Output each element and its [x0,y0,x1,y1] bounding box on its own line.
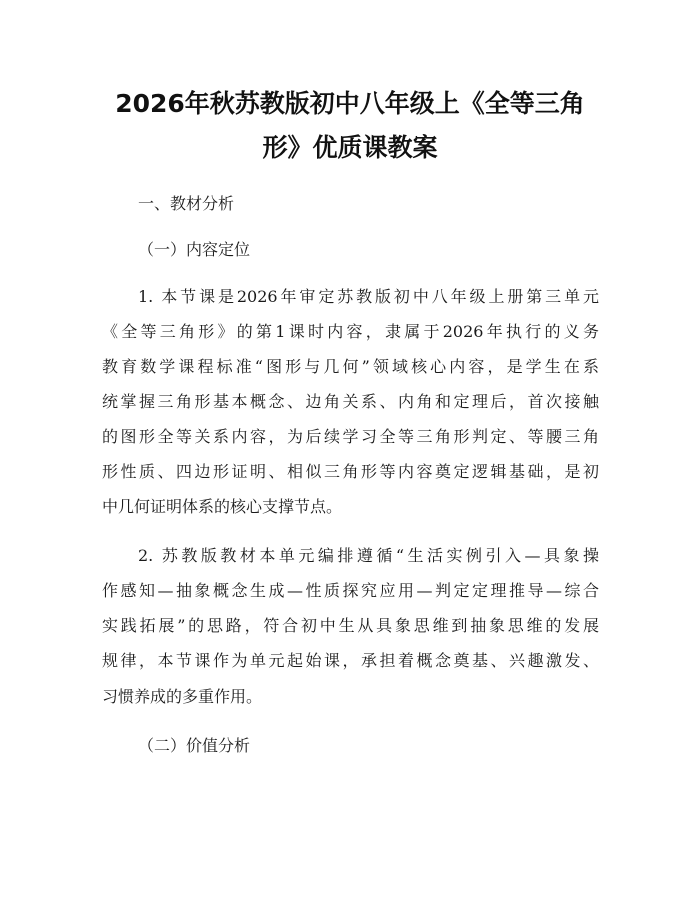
paragraph-line: 1. 本节课是2026年审定苏教版初中八年级上册第三单元 [138,287,599,306]
paragraph-line: 中几何证明体系的核心支撑节点。 [102,497,343,516]
paragraph-line: 教育数学课程标准“图形与几何”领域核心内容，是学生在系 [102,357,599,376]
paragraph-line: 实践拓展”的思路，符合初中生从具象思维到抽象思维的发展 [102,616,599,635]
paragraph-line: 作感知—抽象概念生成—性质探究应用—判定定理推导—综合 [102,581,599,600]
paragraph-line: 规律，本节课作为单元起始课，承担着概念奠基、兴趣激发、 [102,651,599,670]
section-heading-textbook-analysis: 一、教材分析 [138,194,235,213]
paragraph-line: 的图形全等关系内容，为后续学习全等三角形判定、等腰三角 [102,427,599,446]
paragraph-line: 习惯养成的多重作用。 [102,687,263,706]
paragraph-line: 2. 苏教版教材本单元编排遵循“生活实例引入—具象操 [138,546,599,565]
paragraph-line: 形性质、四边形证明、相似三角形等内容奠定逻辑基础，是初 [102,462,599,481]
document-title-line-2: 形》优质课教案 [262,133,438,162]
document-title-line-1: 2026年秋苏教版初中八年级上《全等三角 [115,89,585,118]
subsection-heading-value-analysis: （二）价值分析 [138,736,251,755]
subsection-heading-content-positioning: （一）内容定位 [138,240,251,259]
paragraph-line: 《全等三角形》的第1课时内容，隶属于2026年执行的义务 [102,322,599,341]
paragraph-line: 统掌握三角形基本概念、边角关系、内角和定理后，首次接触 [102,392,599,411]
